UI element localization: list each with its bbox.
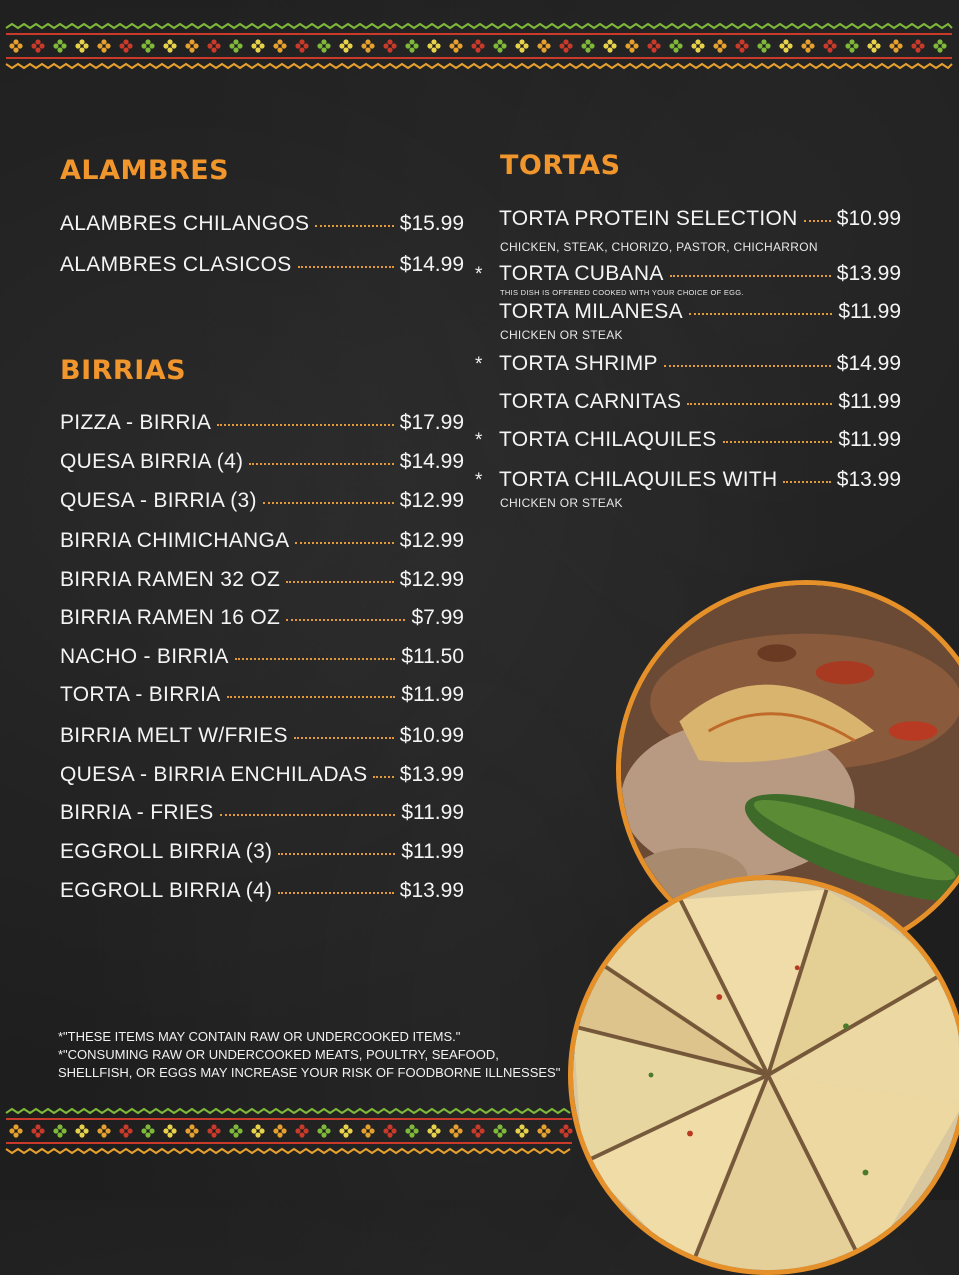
flower-border-pattern <box>361 1124 374 1137</box>
dot-leader <box>294 737 394 739</box>
dot-leader <box>227 696 396 698</box>
flower-border-pattern <box>471 1124 484 1137</box>
raw-warning-asterisk: * <box>475 430 483 451</box>
flower-border-pattern <box>141 39 154 52</box>
menu-item-price: $10.99 <box>836 207 901 230</box>
menu-item <box>60 724 464 748</box>
menu-item <box>60 763 464 787</box>
menu-item-price: $11.99 <box>401 801 464 824</box>
tortas-heading: TORTAS <box>500 150 621 181</box>
menu-item-price: $14.99 <box>399 450 464 473</box>
menu-item <box>60 568 464 592</box>
dot-leader <box>249 463 393 465</box>
menu-item <box>499 468 901 492</box>
menu-item-name: ALAMBRES CLASICOS <box>60 253 292 276</box>
flower-border-pattern <box>427 39 440 52</box>
menu-item-name: TORTA CUBANA <box>499 262 664 285</box>
flower-border-pattern <box>339 1124 352 1137</box>
flower-border-pattern <box>383 1124 396 1137</box>
menu-item <box>60 529 464 553</box>
flower-border-pattern <box>75 39 88 52</box>
flower-border-pattern <box>97 39 110 52</box>
dot-leader <box>278 853 395 855</box>
flower-border-pattern <box>449 39 462 52</box>
dot-leader <box>295 542 393 544</box>
menu-item-price: $15.99 <box>399 212 464 235</box>
menu-item-name: BIRRIA CHIMICHANGA <box>60 529 290 552</box>
flower-border-pattern <box>53 1124 66 1137</box>
flower-border-pattern <box>779 39 792 52</box>
flower-border-pattern <box>911 39 924 52</box>
menu-item <box>60 489 464 513</box>
menu-item-name: TORTA SHRIMP <box>499 352 658 375</box>
menu-item-price: $17.99 <box>399 411 464 434</box>
menu-item <box>60 606 464 630</box>
dot-leader <box>263 502 394 504</box>
flower-border-pattern <box>207 1124 220 1137</box>
dot-leader <box>723 441 833 443</box>
dot-leader <box>298 266 394 268</box>
flower-border-pattern <box>801 39 814 52</box>
menu-item-price: $10.99 <box>399 724 464 747</box>
dot-leader <box>783 481 830 483</box>
menu-item-description: CHICKEN OR STEAK <box>500 328 623 342</box>
flower-border-pattern <box>493 39 506 52</box>
menu-item-name: NACHO - BIRRIA <box>60 645 229 668</box>
menu-item-name: TORTA CHILAQUILES WITH <box>499 468 778 491</box>
menu-item-price: $13.99 <box>399 879 464 902</box>
flower-border-pattern <box>757 39 770 52</box>
menu-item-price: $11.99 <box>838 390 901 413</box>
menu-item <box>60 411 464 435</box>
flower-border-pattern <box>185 1124 198 1137</box>
birrias-heading: BIRRIAS <box>60 355 187 386</box>
flower-border-pattern <box>251 39 264 52</box>
dot-leader <box>278 892 393 894</box>
flower-border-pattern <box>515 39 528 52</box>
menu-item-name: BIRRIA RAMEN 32 OZ <box>60 568 281 591</box>
dot-leader <box>286 581 394 583</box>
flower-border-pattern <box>339 39 352 52</box>
menu-item-price: $11.99 <box>401 840 464 863</box>
dot-leader <box>373 776 393 778</box>
flower-border-pattern <box>625 39 638 52</box>
raw-warning-asterisk: * <box>475 470 483 491</box>
flower-border-pattern <box>889 39 902 52</box>
dot-leader <box>315 225 393 227</box>
note-line: SHELLFISH, OR EGGS MAY INCREASE YOUR RISK OF FOODBORNE ILLNESSES" <box>58 1065 561 1080</box>
top-decorative-border <box>0 20 959 72</box>
menu-item <box>499 262 901 286</box>
menu-item-name: BIRRIA RAMEN 16 OZ <box>60 606 281 629</box>
flower-border-pattern <box>97 1124 110 1137</box>
menu-item-price: $11.99 <box>838 300 901 323</box>
menu-item-name: BIRRIA MELT W/FRIES <box>60 724 288 747</box>
quesadilla-photo <box>568 875 959 1275</box>
menu-item-name: QUESA BIRRIA (4) <box>60 450 244 473</box>
menu-item <box>499 207 901 231</box>
flower-border-pattern <box>537 39 550 52</box>
flower-border-pattern <box>317 1124 330 1137</box>
menu-item-name: TORTA PROTEIN SELECTION <box>499 207 798 230</box>
dot-leader <box>687 403 832 405</box>
flower-border-pattern <box>31 39 44 52</box>
menu-item-price: $13.99 <box>399 763 464 786</box>
flower-border-pattern <box>273 39 286 52</box>
menu-item <box>499 352 901 376</box>
note-line: *"CONSUMING RAW OR UNDERCOOKED MEATS, POULTRY, SEAFOOD, <box>58 1047 499 1062</box>
flower-border-pattern <box>713 39 726 52</box>
flower-border-pattern <box>119 1124 132 1137</box>
dot-leader <box>670 275 831 277</box>
menu-item-price: $14.99 <box>836 352 901 375</box>
dot-leader <box>235 658 396 660</box>
menu-item-description: THIS DISH IS OFFERED COOKED WITH YOUR CHOICE OF EGG. <box>500 288 744 297</box>
menu-item-price: $12.99 <box>399 568 464 591</box>
menu-item-price: $7.99 <box>411 606 464 629</box>
menu-item-name: TORTA MILANESA <box>499 300 683 323</box>
flower-border-pattern <box>163 39 176 52</box>
menu-item <box>499 390 901 414</box>
menu-item-name: EGGROLL BIRRIA (3) <box>60 840 273 863</box>
menu-item-price: $11.99 <box>838 428 901 451</box>
flower-border-pattern <box>845 39 858 52</box>
menu-item-name: TORTA CARNITAS <box>499 390 682 413</box>
menu-item-name: ALAMBRES CHILANGOS <box>60 212 310 235</box>
raw-warning-asterisk: * <box>475 354 483 375</box>
menu-item-price: $11.99 <box>401 683 464 706</box>
dot-leader <box>804 220 831 222</box>
dot-leader <box>220 814 396 816</box>
dot-leader <box>689 313 832 315</box>
dot-leader <box>286 619 405 621</box>
flower-border-pattern <box>295 39 308 52</box>
note-line: *"THESE ITEMS MAY CONTAIN RAW OR UNDERCOOKED ITEMS." <box>58 1029 461 1044</box>
flower-border-pattern <box>493 1124 506 1137</box>
flower-border-pattern <box>229 39 242 52</box>
flower-border-pattern <box>559 39 572 52</box>
flower-border-pattern <box>9 39 22 52</box>
flower-border-pattern <box>559 1124 572 1137</box>
bottom-decorative-border <box>0 1105 959 1157</box>
flower-border-pattern <box>933 39 946 52</box>
flower-border-pattern <box>449 1124 462 1137</box>
menu-item-description: CHICKEN, STEAK, CHORIZO, PASTOR, CHICHARRON <box>500 240 818 254</box>
menu-item-name: QUESA - BIRRIA (3) <box>60 489 257 512</box>
menu-item-name: TORTA - BIRRIA <box>60 683 221 706</box>
menu-item <box>60 801 464 825</box>
menu-item-price: $12.99 <box>399 489 464 512</box>
flower-border-pattern <box>427 1124 440 1137</box>
flower-border-pattern <box>75 1124 88 1137</box>
flower-border-pattern <box>867 39 880 52</box>
menu-item-name: BIRRIA - FRIES <box>60 801 214 824</box>
menu-item <box>60 840 464 864</box>
menu-item-name: EGGROLL BIRRIA (4) <box>60 879 273 902</box>
dot-leader <box>664 365 831 367</box>
flower-border-pattern <box>405 1124 418 1137</box>
flower-border-pattern <box>141 1124 154 1137</box>
flower-border-pattern <box>119 39 132 52</box>
menu-item-name: QUESA - BIRRIA ENCHILADAS <box>60 763 368 786</box>
raw-warning-asterisk: * <box>475 264 483 285</box>
flower-border-pattern <box>53 39 66 52</box>
flower-border-pattern <box>405 39 418 52</box>
menu-item-price: $12.99 <box>399 529 464 552</box>
menu-item <box>499 428 901 452</box>
flower-border-pattern <box>603 39 616 52</box>
menu-item-price: $14.99 <box>399 253 464 276</box>
flower-border-pattern <box>471 39 484 52</box>
flower-border-pattern <box>317 39 330 52</box>
flower-border-pattern <box>229 1124 242 1137</box>
flower-border-pattern <box>251 1124 264 1137</box>
flower-border-pattern <box>691 39 704 52</box>
flower-border-pattern <box>581 39 594 52</box>
menu-item-price: $13.99 <box>836 262 901 285</box>
alambres-heading: ALAMBRES <box>60 155 230 186</box>
disclaimer-notes <box>58 1028 560 1082</box>
flower-border-pattern <box>207 39 220 52</box>
flower-border-pattern <box>823 39 836 52</box>
flower-border-pattern <box>163 1124 176 1137</box>
flower-border-pattern <box>383 39 396 52</box>
flower-border-pattern <box>515 1124 528 1137</box>
flower-border-pattern <box>537 1124 550 1137</box>
menu-item <box>60 645 464 669</box>
menu-item <box>60 450 464 474</box>
flower-border-pattern <box>9 1124 22 1137</box>
flower-border-pattern <box>361 39 374 52</box>
menu-item <box>499 300 901 324</box>
menu-item-price: $13.99 <box>836 468 901 491</box>
flower-border-pattern <box>295 1124 308 1137</box>
menu-item <box>60 212 464 236</box>
menu-item <box>60 879 464 903</box>
flower-border-pattern <box>669 39 682 52</box>
menu-item-name: TORTA CHILAQUILES <box>499 428 717 451</box>
menu-item-price: $11.50 <box>401 645 464 668</box>
flower-border-pattern <box>647 39 660 52</box>
flower-border-pattern <box>735 39 748 52</box>
menu-item <box>60 683 464 707</box>
menu-item-name: PIZZA - BIRRIA <box>60 411 212 434</box>
menu-item-description: CHICKEN OR STEAK <box>500 496 623 510</box>
flower-border-pattern <box>273 1124 286 1137</box>
flower-border-pattern <box>31 1124 44 1137</box>
menu-item <box>60 253 464 277</box>
dot-leader <box>217 424 394 426</box>
flower-border-pattern <box>185 39 198 52</box>
